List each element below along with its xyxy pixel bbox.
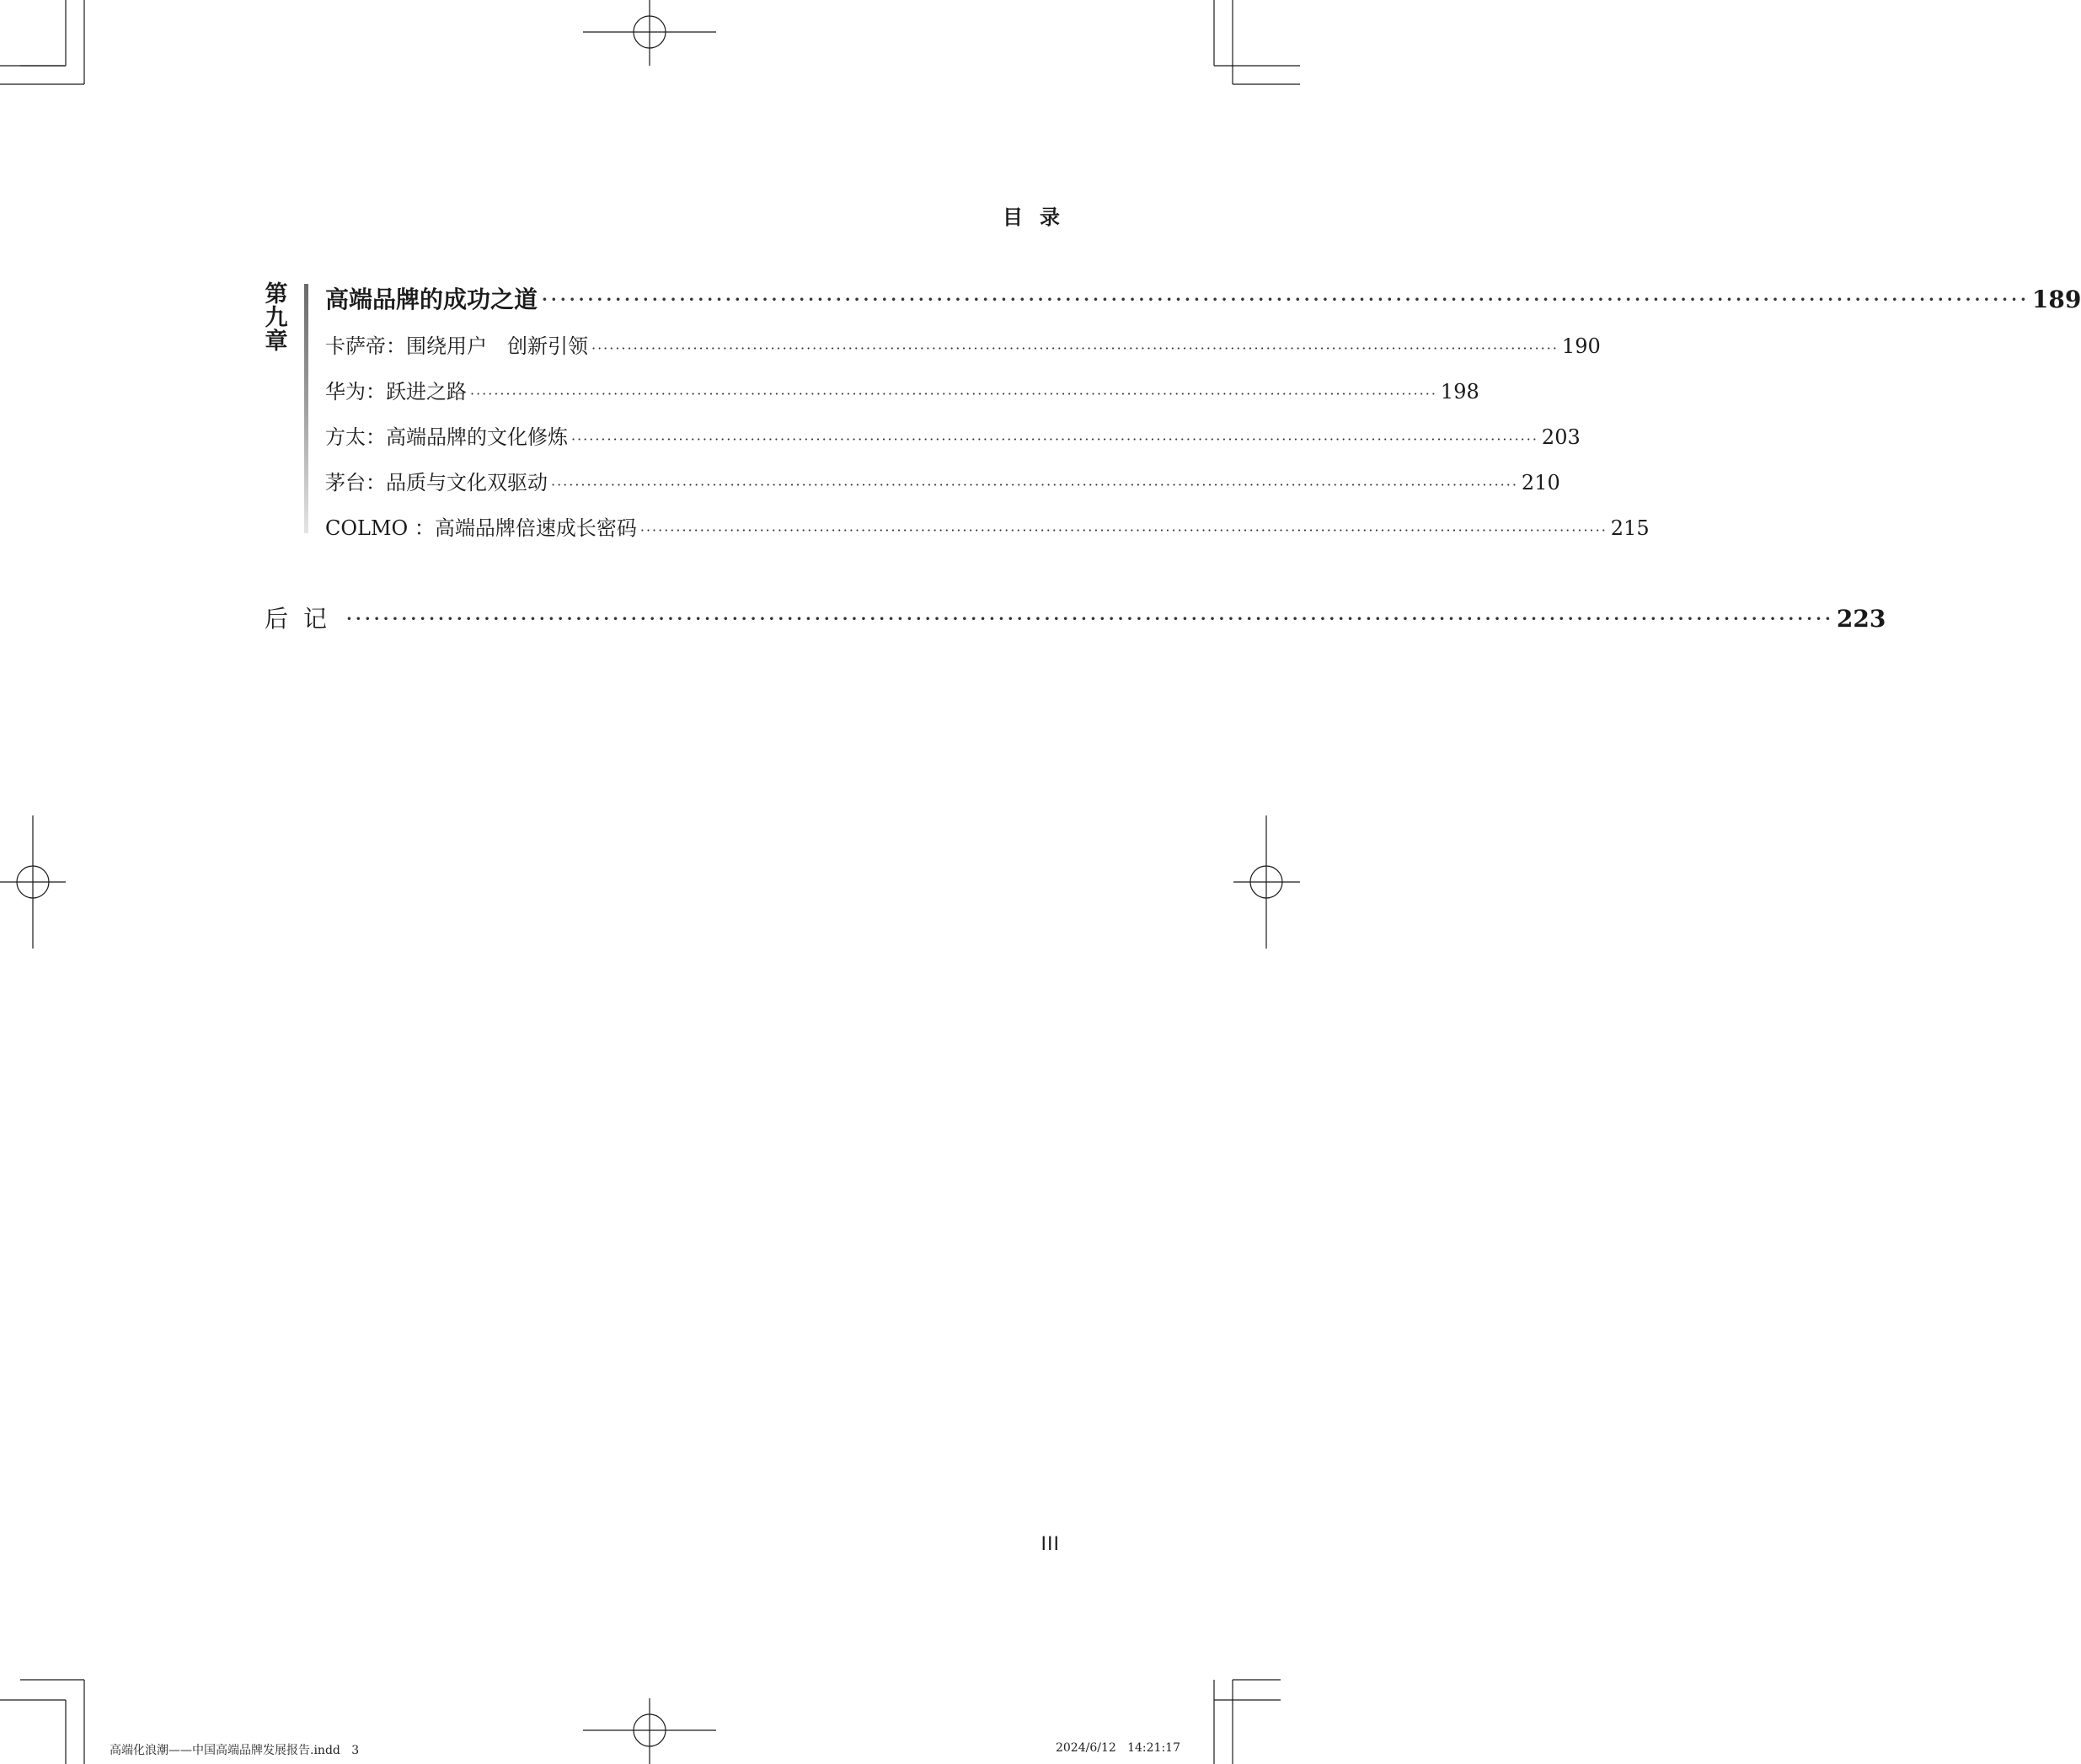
toc-entry-section[interactable]	[325, 511, 1650, 541]
toc-entry-afterword[interactable]	[265, 601, 1886, 634]
toc-entry-chapter[interactable]	[325, 281, 2081, 315]
toc-entry-title: 后记	[265, 605, 343, 633]
toc-entry-section[interactable]	[325, 375, 1479, 404]
toc-entry-page: 203	[1541, 425, 1581, 449]
toc-entry-page: 210	[1521, 471, 1560, 494]
chapter-divider-bar	[304, 284, 308, 533]
dot-leader: ··································································································································································	[551, 477, 1518, 493]
toc-entry-title: 方太：高端品牌的文化修炼	[325, 425, 568, 449]
dot-leader: ··································································································································································	[541, 286, 2029, 313]
toc-entry-page: 189	[2031, 286, 2081, 313]
toc-entry-title: 华为：跃进之路	[325, 380, 467, 404]
slug-timestamp: 2024/6/12 14:21:17	[1055, 1741, 1180, 1755]
dot-leader: ··································································································································································	[591, 340, 1559, 356]
slug-filename: 高端化浪潮——中国高端品牌发展报告.indd 3	[110, 1744, 360, 1757]
chapter-label: 第九章	[265, 281, 288, 355]
toc-entry-title: 高端品牌的成功之道	[325, 286, 538, 313]
toc-entry-section[interactable]	[325, 420, 1581, 450]
dot-leader: ··································································································································································	[639, 522, 1608, 538]
toc-entry-page: 190	[1561, 334, 1601, 358]
toc-entry-page: 215	[1610, 516, 1650, 540]
dot-leader: ··································································································································································	[345, 605, 1833, 633]
toc-entry-section[interactable]	[325, 466, 1560, 495]
toc-entry-title: 茅台：品质与文化双驱动	[325, 471, 548, 494]
toc-entry-page: 223	[1836, 605, 1886, 633]
page-number: III	[1040, 1534, 1060, 1555]
dot-leader: ··································································································································································	[470, 386, 1437, 402]
toc-entry-title: COLMO ：高端品牌倍速成长密码	[325, 516, 637, 540]
toc-entry-title: 卡萨帝：围绕用户 创新引领	[325, 334, 588, 358]
running-head: 目录	[1003, 206, 1077, 229]
toc-entry-section[interactable]	[325, 329, 1601, 359]
toc-entry-page: 198	[1440, 380, 1479, 404]
dot-leader: ··································································································································································	[571, 431, 1538, 447]
